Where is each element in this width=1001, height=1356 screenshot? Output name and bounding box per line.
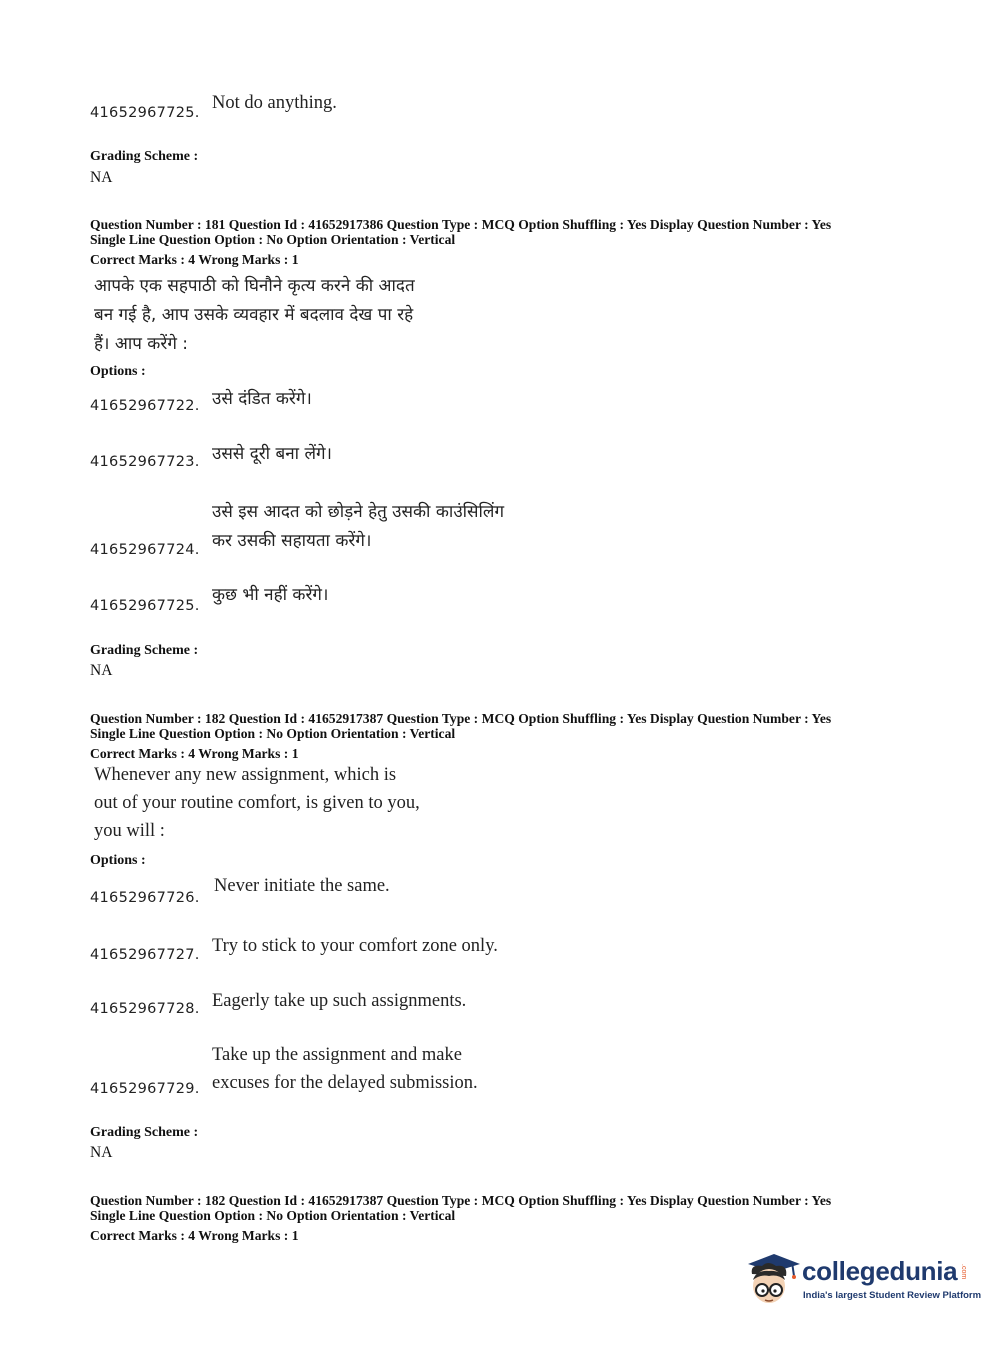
option-id: 41652967727.: [90, 947, 200, 963]
option-text-line: excuses for the delayed submission.: [212, 1073, 478, 1093]
options-label: Options :: [90, 853, 146, 868]
grading-scheme-label: Grading Scheme :: [90, 1125, 199, 1140]
grading-scheme-value: NA: [90, 169, 113, 186]
option-text-line: Take up the assignment and make: [212, 1045, 462, 1065]
question-marks: Correct Marks : 4 Wrong Marks : 1: [90, 746, 299, 761]
options-label: Options :: [90, 364, 146, 379]
logo-wordmark: collegedunia: [802, 1256, 958, 1286]
question-text-line: out of your routine comfort, is given to you,: [94, 793, 420, 813]
question-meta: Question Number : 182 Question Id : 41652917387 Question Type : MCQ Option Shuffling : Yes Display Question Number : Yes: [90, 1193, 832, 1208]
option-id: 41652967725.: [90, 598, 200, 614]
collegedunia-logo[interactable]: [742, 1250, 982, 1310]
option-text-line: उसे इस आदत को छोड़ने हेतु उसकी काउंसिलिंग: [212, 502, 505, 522]
grading-scheme-value: NA: [90, 662, 113, 679]
option-id: 41652967729.: [90, 1081, 200, 1097]
question-text-line: बन गई है, आप उसके व्यवहार में बदलाव देख पा रहे: [94, 305, 414, 325]
question-text-line: हैं। आप करेंगे :: [94, 334, 189, 354]
mascot-icon: [742, 1250, 802, 1310]
option-text-line: कर उसकी सहायता करेंगे।: [212, 531, 372, 551]
option-id: 41652967725.: [90, 105, 200, 121]
option-text: उससे दूरी बना लेंगे।: [212, 444, 332, 464]
option-id: 41652967722.: [90, 398, 200, 414]
question-marks: Correct Marks : 4 Wrong Marks : 1: [90, 1228, 299, 1243]
question-meta: Question Number : 181 Question Id : 41652917386 Question Type : MCQ Option Shuffling : Yes Display Question Number : Yes: [90, 217, 832, 232]
option-text: कुछ भी नहीं करेंगे।: [212, 585, 329, 605]
question-text-line: Whenever any new assignment, which is: [94, 765, 397, 785]
question-meta-line2: Single Line Question Option : No Option Orientation : Vertical: [90, 232, 456, 247]
grading-scheme-label: Grading Scheme :: [90, 643, 199, 658]
grading-scheme-label: Grading Scheme :: [90, 149, 199, 164]
option-text: Never initiate the same.: [214, 876, 390, 896]
option-id: 41652967723.: [90, 454, 200, 470]
logo-tagline: India's largest Student Review Platform: [803, 1290, 982, 1301]
question-text-line: आपके एक सहपाठी को घिनौने कृत्य करने की आदत: [94, 276, 415, 296]
grading-scheme-value: NA: [90, 1144, 113, 1161]
option-text: Not do anything.: [212, 93, 337, 113]
question-marks: Correct Marks : 4 Wrong Marks : 1: [90, 252, 299, 267]
option-id: 41652967728.: [90, 1001, 200, 1017]
option-text: Eagerly take up such assignments.: [212, 991, 467, 1011]
option-id: 41652967726.: [90, 890, 200, 906]
option-text: Try to stick to your comfort zone only.: [212, 936, 498, 956]
option-id: 41652967724.: [90, 542, 200, 558]
option-text: उसे दंडित करेंगे।: [212, 389, 312, 409]
question-meta: Question Number : 182 Question Id : 41652917387 Question Type : MCQ Option Shuffling : Yes Display Question Number : Yes: [90, 711, 832, 726]
question-meta-line2: Single Line Question Option : No Option Orientation : Vertical: [90, 726, 456, 741]
logo-suffix: .com: [960, 1264, 967, 1280]
question-text-line: you will :: [94, 821, 165, 841]
question-meta-line2: Single Line Question Option : No Option Orientation : Vertical: [90, 1208, 456, 1223]
